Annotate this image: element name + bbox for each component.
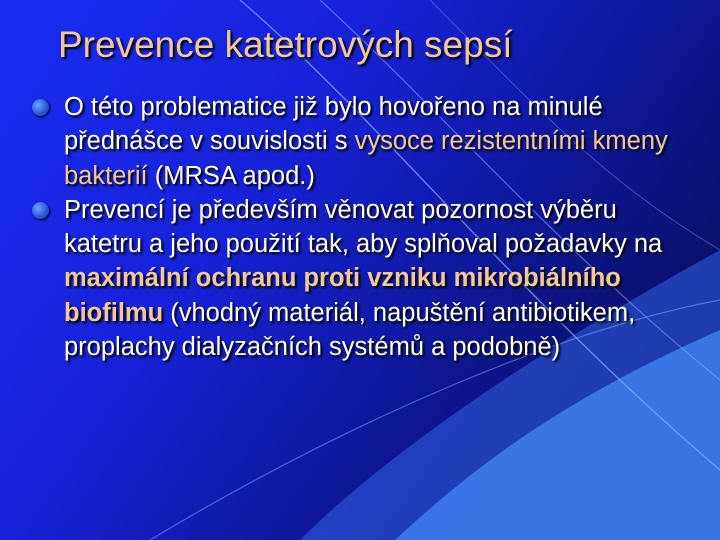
bullet-list <box>30 90 680 364</box>
slide-title: Prevence katetrových sepsí <box>58 24 513 65</box>
bullet-item <box>30 193 680 364</box>
bullet-text: O této problematice již bylo hovořeno na minulé přednášce v souvislosti s <box>64 93 603 156</box>
bullet-text: Prevencí je především věnovat pozornost výběru katetru a jeho použití tak, aby splňoval požadavky na <box>64 195 663 259</box>
bullet-text: (vhodný materiál, napuštění antibiotikem, proplachy dialyzačních systémů a podobně) <box>64 298 636 362</box>
bullet-dot-icon <box>32 202 49 219</box>
bullet-dot-icon <box>32 99 49 116</box>
bullet-text: (MRSA apod.) <box>147 161 315 190</box>
bullet-item <box>30 90 680 193</box>
bullet-highlight-text: vysoce rezistentními kmeny bakterií <box>64 127 668 190</box>
bullet-highlight-text: maximální ochranu proti vzniku mikrobiálního biofilmu <box>64 264 621 327</box>
